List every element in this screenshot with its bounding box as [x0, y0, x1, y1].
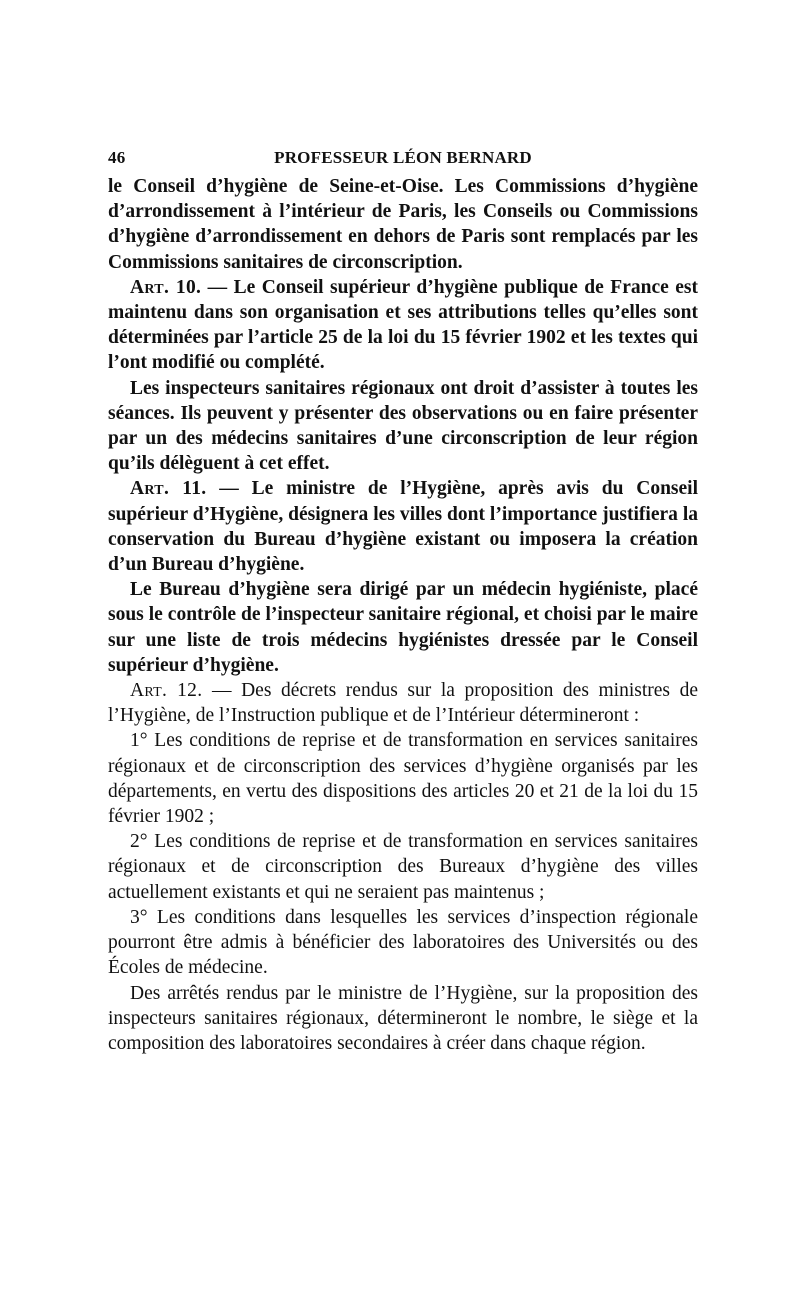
paragraph-text: Le Bureau d’hygiène sera dirigé par un médecin hygiéniste, placé sous le contrôle de l’inspecteur sanitaire régional, et choisi par le maire sur une liste de trois médecins hygiénistes dressée par le Conseil supérieur d’hygiène. — [108, 579, 698, 676]
paragraph-text: Les inspecteurs sanitaires régionaux ont droit d’assister à toutes les séances. Ils peuvent y présenter des observations ou en faire présenter par un des médecins sanitaires d’une circonscription de leur région qu’ils délèguent à cet effet. — [108, 377, 698, 475]
running-title: PROFESSEUR LÉON BERNARD — [274, 148, 532, 167]
paragraph-text: 3° Les conditions dans lesquelles les services d’inspection régionale pourront être admis à bénéficier des laboratoires des Universités ou des Écoles de médecine. — [108, 906, 698, 979]
item-1-paragraph — [108, 728, 698, 829]
article-12-label: Art. 12. — [130, 680, 203, 702]
article-11-paragraph — [108, 476, 698, 577]
paragraph-continuation — [108, 174, 698, 275]
article-12-paragraph — [108, 678, 698, 728]
paragraph-text: 1° Les conditions de reprise et de transformation en services sanitaires régionaux et de circonscription des services d’hygiène organisés par les départements, en vertu des dispositions des articles 20 et 21 de la loi du 15 février 1902 ; — [108, 730, 698, 828]
article-12-text: — Des décrets rendus sur la proposition des ministres de l’Hygiène, de l’Instruction publique et de l’Intérieur détermineront : — [108, 680, 699, 727]
inspecteurs-paragraph — [108, 376, 698, 477]
running-head — [108, 140, 698, 174]
article-10-text: — Le Conseil supérieur d’hygiène publique de France est maintenu dans son organisation et ses attributions telles qu’elles sont déterminées par l’article 25 de la loi du 15 février 1902 et les textes qui l’ont modifié ou complété. — [108, 276, 698, 374]
article-10-paragraph — [108, 275, 698, 376]
article-11-label: Art. 11. — [130, 478, 207, 500]
item-3-paragraph — [108, 905, 698, 981]
bureau-hygiene-paragraph — [108, 577, 698, 678]
page — [108, 140, 698, 1056]
article-11-text: — Le ministre de l’Hygiène, après avis du Conseil supérieur d’Hygiène, désignera les villes dont l’importance justifiera la conservation du Bureau d’hygiène existant ou imposera la création d’un Bureau d’hygiène. — [108, 478, 698, 576]
arretes-paragraph — [108, 981, 698, 1057]
body-text — [108, 174, 698, 1056]
article-10-label: Art. 10. — [130, 276, 202, 298]
paragraph-text: 2° Les conditions de reprise et de transformation en services sanitaires régionaux et de circonscription des Bureaux d’hygiène des villes actuellement existants et qui ne seraient pas maintenus ; — [108, 831, 698, 903]
item-2-paragraph — [108, 829, 698, 905]
paragraph-text: Des arrêtés rendus par le ministre de l’Hygiène, sur la proposition des inspecteurs sanitaires régionaux, détermineront le nombre, le siège et la composition des laboratoires secondaires à créer dans chaque région. — [108, 982, 698, 1054]
paragraph-text: le Conseil d’hygiène de Seine-et-Oise. Les Commissions d’hygiène d’arrondissement à l’intérieur de Paris, les Conseils ou Commissions d’hygiène d’arrondissement en dehors de Paris sont remplacés par les Commissions sanitaires de circonscription. — [108, 176, 698, 273]
page-number: 46 — [108, 148, 126, 167]
